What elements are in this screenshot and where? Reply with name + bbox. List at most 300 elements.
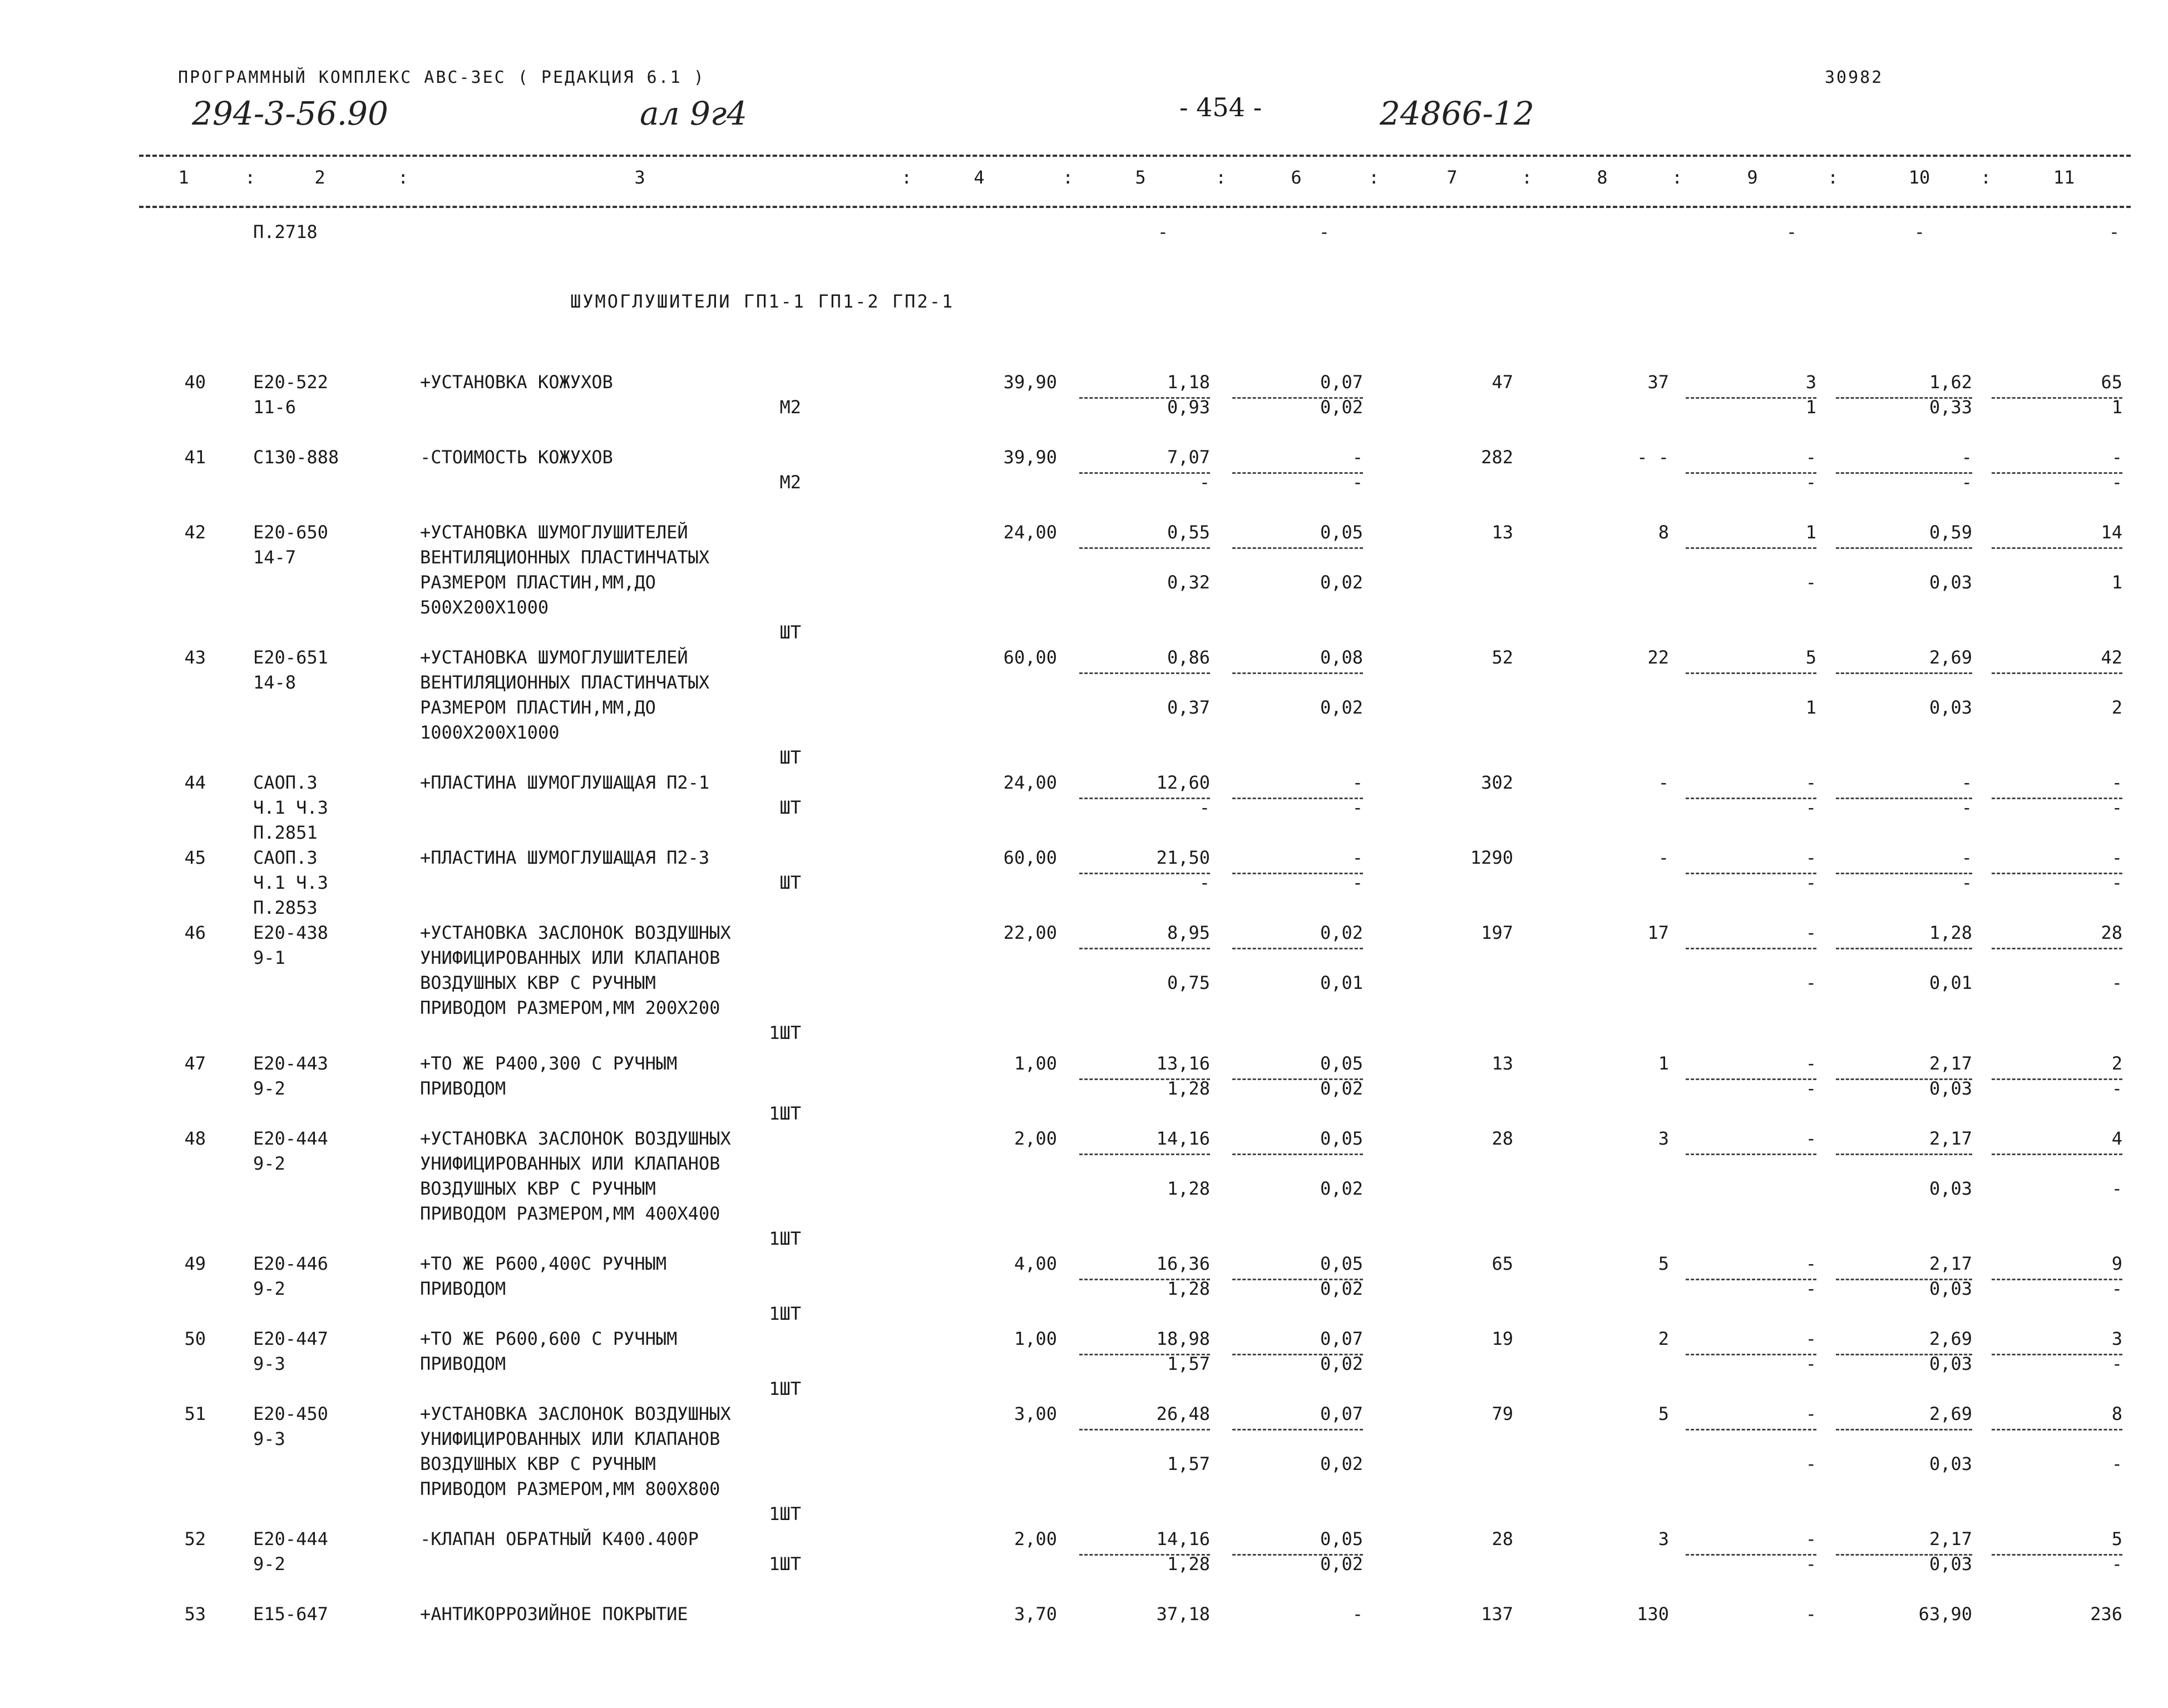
value-c6: 0,07 xyxy=(1320,1403,1363,1424)
subvalue-c11: - xyxy=(2111,1553,2122,1575)
unit-of-measure: 1ШТ xyxy=(769,1022,801,1043)
value-c9: 1 xyxy=(1805,522,1816,543)
value-c7: 13 xyxy=(1492,1053,1513,1074)
work-description: ВЕНТИЛЯЦИОННЫХ ПЛАСТИНЧАТЫХ xyxy=(420,672,710,693)
subtotal-rule xyxy=(1836,547,1972,549)
value-c4: 4,00 xyxy=(1014,1253,1057,1274)
unit-of-measure: ШТ xyxy=(779,797,801,818)
row-number: 51 xyxy=(184,1403,206,1424)
subvalue-c6: - xyxy=(1352,472,1363,493)
rate-code: Е20-444 xyxy=(253,1528,328,1549)
value-c6: 0,05 xyxy=(1320,1128,1363,1149)
value-c5: 16,36 xyxy=(1156,1253,1210,1274)
unit-of-measure: М2 xyxy=(779,472,801,493)
handwritten-doc-id: 24866-12 xyxy=(1380,95,1534,132)
value-c4: 60,00 xyxy=(1003,847,1057,868)
subvalue-c11: - xyxy=(2111,797,2122,818)
work-description: РАЗМЕРОМ ПЛАСТИН,ММ,ДО xyxy=(420,572,656,593)
rate-code: 9-1 xyxy=(253,947,285,968)
subvalue-c9: - xyxy=(1805,972,1816,993)
value-c6: 0,05 xyxy=(1320,1053,1363,1074)
subtotal-rule xyxy=(1836,1429,1972,1430)
subtotal-rule xyxy=(1992,948,2122,949)
value-c6: 0,05 xyxy=(1320,1253,1363,1274)
work-description: УНИФИЦИРОВАННЫХ ИЛИ КЛАПАНОВ xyxy=(420,1428,720,1449)
value-c11: 14 xyxy=(2101,522,2122,543)
work-description: +УСТАНОВКА ЗАСЛОНОК ВОЗДУШНЫХ xyxy=(420,922,731,943)
value-c4: 24,00 xyxy=(1003,522,1057,543)
subvalue-c9: - xyxy=(1805,572,1816,593)
rate-code: САОП.3 xyxy=(253,847,318,868)
rate-code: 11-6 xyxy=(253,397,297,418)
value-c7: 13 xyxy=(1492,522,1513,543)
value-c11: - xyxy=(2111,447,2122,468)
value-c11: 28 xyxy=(2101,922,2122,943)
subvalue-c6: 0,02 xyxy=(1320,1178,1363,1199)
value-c11: 4 xyxy=(2111,1128,2122,1149)
value-c9: - xyxy=(1805,1128,1816,1149)
rate-code: П.2851 xyxy=(253,822,318,843)
subtotal-rule xyxy=(1079,547,1210,549)
subvalue-c10: - xyxy=(1961,472,1972,493)
value-c6: 0,05 xyxy=(1320,522,1363,543)
subvalue-c10: - xyxy=(1961,797,1972,818)
row-number: 53 xyxy=(184,1603,206,1625)
subvalue-c10: 0,03 xyxy=(1929,1178,1972,1199)
value-c9: - xyxy=(1805,1328,1816,1349)
subvalue-c10: 0,03 xyxy=(1929,1278,1972,1299)
subvalue-c6: 0,01 xyxy=(1320,972,1363,993)
column-separator: : xyxy=(1828,167,1839,188)
column-number: 4 xyxy=(974,167,985,188)
value-c6: 0,08 xyxy=(1320,647,1363,668)
value-c5: 14,16 xyxy=(1156,1528,1210,1549)
value-c5: 0,86 xyxy=(1167,647,1210,668)
subtotal-rule xyxy=(1232,547,1363,549)
value-c11: 9 xyxy=(2111,1253,2122,1274)
subvalue-c9: - xyxy=(1805,1278,1816,1299)
rate-code: Е20-450 xyxy=(253,1403,328,1424)
work-description: +УСТАНОВКА ШУМОГЛУШИТЕЛЕЙ xyxy=(420,522,688,543)
value-c7: 1290 xyxy=(1470,847,1513,868)
rate-code: Е20-444 xyxy=(253,1128,328,1149)
value-c10: 1,62 xyxy=(1929,372,1972,393)
row-number: 41 xyxy=(184,447,206,468)
value-c6: - xyxy=(1352,772,1363,793)
rate-code: САОП.3 xyxy=(253,772,318,793)
value-c4: 22,00 xyxy=(1003,922,1057,943)
row-number: 48 xyxy=(184,1128,206,1149)
value-c6: - xyxy=(1352,847,1363,868)
subvalue-c5: 0,93 xyxy=(1167,397,1210,418)
value-c10: 2,17 xyxy=(1929,1128,1972,1149)
value-c6: 0,05 xyxy=(1320,1528,1363,1549)
value-c11: - xyxy=(2111,772,2122,793)
rate-code: 9-2 xyxy=(253,1553,285,1575)
work-description: ПРИВОДОМ РАЗМЕРОМ,ММ 200Х200 xyxy=(420,997,720,1018)
row-number: 50 xyxy=(184,1328,206,1349)
rate-code: Е20-522 xyxy=(253,372,328,393)
subtotal-rule xyxy=(1836,948,1972,949)
value-c11: 5 xyxy=(2111,1528,2122,1549)
subvalue-c9: - xyxy=(1805,1453,1816,1474)
value-c9: - xyxy=(1805,1528,1816,1549)
subtotal-rule xyxy=(1232,1429,1363,1430)
subvalue-c10: 0,03 xyxy=(1929,1078,1972,1099)
value-c5: 0,55 xyxy=(1167,522,1210,543)
value-c5: 14,16 xyxy=(1156,1128,1210,1149)
column-separator: : xyxy=(1981,167,1992,188)
subvalue-c10: 0,03 xyxy=(1929,572,1972,593)
row-number: 42 xyxy=(184,522,206,543)
value-c10: - xyxy=(1961,847,1972,868)
rate-code: Е20-443 xyxy=(253,1053,328,1074)
subvalue-c11: - xyxy=(2111,872,2122,893)
subtotal-rule xyxy=(1686,948,1816,949)
value-c9: - xyxy=(1805,447,1816,468)
subvalue-c10: 0,03 xyxy=(1929,1453,1972,1474)
subtotal-rule xyxy=(1079,672,1210,674)
fragment-c10: - xyxy=(1914,221,1925,242)
row-number: 44 xyxy=(184,772,206,793)
rate-code: 9-2 xyxy=(253,1278,285,1299)
subvalue-c6: 0,02 xyxy=(1320,1078,1363,1099)
work-description: 1000Х200Х1000 xyxy=(420,722,560,743)
unit-of-measure: ШТ xyxy=(779,747,801,768)
value-c8: - xyxy=(1658,772,1669,793)
subtotal-rule xyxy=(1232,1153,1363,1155)
subvalue-c5: - xyxy=(1199,872,1210,893)
value-c9: - xyxy=(1805,772,1816,793)
value-c9: 5 xyxy=(1805,647,1816,668)
value-c10: 2,17 xyxy=(1929,1528,1972,1549)
value-c10: 2,69 xyxy=(1929,1403,1972,1424)
rate-code: Е15-647 xyxy=(253,1603,328,1625)
value-c4: 1,00 xyxy=(1014,1053,1057,1074)
row-number: 40 xyxy=(184,372,206,393)
value-c6: - xyxy=(1352,1603,1363,1625)
subvalue-c6: 0,02 xyxy=(1320,1353,1363,1374)
column-number: 9 xyxy=(1747,167,1758,188)
value-c5: 7,07 xyxy=(1167,447,1210,468)
value-c6: 0,07 xyxy=(1320,372,1363,393)
work-description: ПРИВОДОМ xyxy=(420,1353,506,1374)
subtotal-rule xyxy=(1232,672,1363,674)
doc-number: 30982 xyxy=(1825,68,1884,87)
subvalue-c6: 0,02 xyxy=(1320,1553,1363,1575)
work-description: ВЕНТИЛЯЦИОННЫХ ПЛАСТИНЧАТЫХ xyxy=(420,547,710,568)
subvalue-c6: 0,02 xyxy=(1320,572,1363,593)
value-c7: 79 xyxy=(1492,1403,1513,1424)
value-c8: 1 xyxy=(1658,1053,1669,1074)
value-c10: 2,17 xyxy=(1929,1253,1972,1274)
fragment-c5: - xyxy=(1157,221,1168,242)
row-number: 52 xyxy=(184,1528,206,1549)
value-c11: 3 xyxy=(2111,1328,2122,1349)
column-number: 3 xyxy=(634,167,645,188)
subtotal-rule xyxy=(1992,672,2122,674)
value-c7: 19 xyxy=(1492,1328,1513,1349)
value-c7: 197 xyxy=(1481,922,1513,943)
value-c8: 2 xyxy=(1658,1328,1669,1349)
section-title: ШУМОГЛУШИТЕЛИ ГП1-1 ГП1-2 ГП2-1 xyxy=(570,291,955,312)
rate-code: Е20-650 xyxy=(253,522,328,543)
value-c11: 42 xyxy=(2101,647,2122,668)
subvalue-c9: - xyxy=(1805,1553,1816,1575)
value-c5: 1,18 xyxy=(1167,372,1210,393)
subvalue-c11: - xyxy=(2111,1078,2122,1099)
rate-code: Ч.1 Ч.3 xyxy=(253,797,328,818)
work-description: ВОЗДУШНЫХ КВР С РУЧНЫМ xyxy=(420,1453,656,1474)
value-c4: 3,00 xyxy=(1014,1403,1057,1424)
value-c10: 0,59 xyxy=(1929,522,1972,543)
column-separator: : xyxy=(1522,167,1533,188)
value-c8: - xyxy=(1658,847,1669,868)
rate-code: Е20-438 xyxy=(253,922,328,943)
column-number: 7 xyxy=(1446,167,1458,188)
unit-of-measure: М2 xyxy=(779,397,801,418)
column-number: 5 xyxy=(1135,167,1146,188)
rate-code: С130-888 xyxy=(253,447,339,468)
row-number: 43 xyxy=(184,647,206,668)
value-c7: 52 xyxy=(1492,647,1513,668)
rate-code: Е20-447 xyxy=(253,1328,328,1349)
subtotal-rule xyxy=(1686,1429,1816,1430)
subvalue-c9: 1 xyxy=(1805,697,1816,718)
value-c9: 3 xyxy=(1805,372,1816,393)
subvalue-c5: 1,28 xyxy=(1167,1278,1210,1299)
header-rule-top xyxy=(139,155,2131,157)
value-c4: 39,90 xyxy=(1003,372,1057,393)
work-description: РАЗМЕРОМ ПЛАСТИН,ММ,ДО xyxy=(420,697,656,718)
value-c4: 2,00 xyxy=(1014,1528,1057,1549)
header-rule-bottom xyxy=(139,206,2131,208)
subvalue-c11: - xyxy=(2111,1453,2122,1474)
row-number: 46 xyxy=(184,922,206,943)
subvalue-c6: - xyxy=(1352,797,1363,818)
value-c8: 17 xyxy=(1647,922,1669,943)
value-c9: - xyxy=(1805,1053,1816,1074)
rate-code: 9-2 xyxy=(253,1078,285,1099)
value-c5: 37,18 xyxy=(1156,1603,1210,1625)
value-c9: - xyxy=(1805,1603,1816,1625)
subtotal-rule xyxy=(1686,672,1816,674)
subvalue-c6: - xyxy=(1352,872,1363,893)
value-c8: 130 xyxy=(1637,1603,1669,1625)
value-c5: 21,50 xyxy=(1156,847,1210,868)
value-c5: 26,48 xyxy=(1156,1403,1210,1424)
rate-code: Е20-651 xyxy=(253,647,328,668)
value-c7: 302 xyxy=(1481,772,1513,793)
work-description: +ТО ЖЕ Р400,300 С РУЧНЫМ xyxy=(420,1053,678,1074)
work-description: УНИФИЦИРОВАННЫХ ИЛИ КЛАПАНОВ xyxy=(420,947,720,968)
value-c10: 1,28 xyxy=(1929,922,1972,943)
column-number: 11 xyxy=(2053,167,2075,188)
program-header: ПРОГРАММНЫЙ КОМПЛЕКС АВС-ЗЕС ( РЕДАКЦИЯ 6.1 ) xyxy=(178,68,705,87)
fragment-c6: - xyxy=(1318,221,1330,242)
value-c10: - xyxy=(1961,447,1972,468)
value-c6: 0,02 xyxy=(1320,922,1363,943)
value-c10: 2,17 xyxy=(1929,1053,1972,1074)
handwritten-project-code: 294-3-56.90 xyxy=(192,95,388,132)
subvalue-c10: 0,03 xyxy=(1929,1553,1972,1575)
column-number: 1 xyxy=(178,167,189,188)
value-c10: - xyxy=(1961,772,1972,793)
rate-code: 14-7 xyxy=(253,547,297,568)
value-c6: 0,07 xyxy=(1320,1328,1363,1349)
subtotal-rule xyxy=(1079,1429,1210,1430)
subvalue-c10: - xyxy=(1961,872,1972,893)
subvalue-c9: - xyxy=(1805,1078,1816,1099)
value-c8: 8 xyxy=(1658,522,1669,543)
fragment-c9: - xyxy=(1786,221,1797,242)
column-separator: : xyxy=(901,167,912,188)
value-c8: 3 xyxy=(1658,1128,1669,1149)
page-number: - 454 - xyxy=(1179,92,1262,122)
value-c4: 24,00 xyxy=(1003,772,1057,793)
value-c5: 8,95 xyxy=(1167,922,1210,943)
subtotal-rule xyxy=(1836,672,1972,674)
column-separator: : xyxy=(1216,167,1227,188)
rate-code: 9-3 xyxy=(253,1428,285,1449)
column-number: 10 xyxy=(1908,167,1930,188)
unit-of-measure: 1ШТ xyxy=(769,1228,801,1249)
value-c4: 3,70 xyxy=(1014,1603,1057,1625)
subtotal-rule xyxy=(1079,1153,1210,1155)
work-description: 500Х200Х1000 xyxy=(420,597,549,618)
subvalue-c11: - xyxy=(2111,972,2122,993)
value-c11: 65 xyxy=(2101,372,2122,393)
rate-code: Ч.1 Ч.3 xyxy=(253,872,328,893)
subvalue-c5: 0,32 xyxy=(1167,572,1210,593)
subvalue-c11: 1 xyxy=(2111,397,2122,418)
subvalue-c6: 0,02 xyxy=(1320,1278,1363,1299)
value-c11: 236 xyxy=(2090,1603,2122,1625)
work-description: ВОЗДУШНЫХ КВР С РУЧНЫМ xyxy=(420,972,656,993)
rate-code: 9-3 xyxy=(253,1353,285,1374)
subvalue-c9: 1 xyxy=(1805,397,1816,418)
row-number: 49 xyxy=(184,1253,206,1274)
subtotal-rule xyxy=(1992,1153,2122,1155)
subvalue-c9: - xyxy=(1805,797,1816,818)
work-description: -СТОИМОСТЬ КОЖУХОВ xyxy=(420,447,613,468)
subvalue-c6: 0,02 xyxy=(1320,1453,1363,1474)
column-separator: : xyxy=(398,167,409,188)
work-description: ПРИВОДОМ xyxy=(420,1278,506,1299)
value-c8: 5 xyxy=(1658,1403,1669,1424)
subvalue-c10: 0,33 xyxy=(1929,397,1972,418)
value-c9: - xyxy=(1805,847,1816,868)
value-c9: - xyxy=(1805,1403,1816,1424)
work-description: -КЛАПАН ОБРАТНЫЙ К400.400Р xyxy=(420,1528,699,1549)
subtotal-rule xyxy=(1232,948,1363,949)
value-c8: 37 xyxy=(1647,372,1669,393)
work-description: УНИФИЦИРОВАННЫХ ИЛИ КЛАПАНОВ xyxy=(420,1153,720,1174)
subvalue-c10: 0,03 xyxy=(1929,697,1972,718)
work-description: +ТО ЖЕ Р600,600 С РУЧНЫМ xyxy=(420,1328,678,1349)
value-c8: 5 xyxy=(1658,1253,1669,1274)
subvalue-c11: - xyxy=(2111,1353,2122,1374)
subvalue-c11: 1 xyxy=(2111,572,2122,593)
subvalue-c10: 0,03 xyxy=(1929,1353,1972,1374)
value-c7: 28 xyxy=(1492,1128,1513,1149)
unit-of-measure: 1ШТ xyxy=(769,1503,801,1524)
subtotal-rule xyxy=(1686,547,1816,549)
value-c10: 2,69 xyxy=(1929,1328,1972,1349)
rate-code: 14-8 xyxy=(253,672,297,693)
subvalue-c11: - xyxy=(2111,1278,2122,1299)
subvalue-c5: 0,75 xyxy=(1167,972,1210,993)
subvalue-c5: 1,57 xyxy=(1167,1453,1210,1474)
subvalue-c5: 1,28 xyxy=(1167,1553,1210,1575)
work-description: +ПЛАСТИНА ШУМОГЛУШАЩАЯ П2-3 xyxy=(420,847,710,868)
column-separator: : xyxy=(1672,167,1683,188)
value-c5: 18,98 xyxy=(1156,1328,1210,1349)
value-c4: 39,90 xyxy=(1003,447,1057,468)
value-c5: 13,16 xyxy=(1156,1053,1210,1074)
value-c7: 137 xyxy=(1481,1603,1513,1625)
rate-code: 9-2 xyxy=(253,1153,285,1174)
work-description: ВОЗДУШНЫХ КВР С РУЧНЫМ xyxy=(420,1178,656,1199)
value-c9: - xyxy=(1805,922,1816,943)
value-c9: - xyxy=(1805,1253,1816,1274)
column-separator: : xyxy=(245,167,256,188)
subtotal-rule xyxy=(1992,547,2122,549)
value-c4: 2,00 xyxy=(1014,1128,1057,1149)
column-separator: : xyxy=(1369,167,1380,188)
work-description: +УСТАНОВКА ЗАСЛОНОК ВОЗДУШНЫХ xyxy=(420,1403,731,1424)
unit-of-measure: 1ШТ xyxy=(769,1103,801,1124)
subtotal-rule xyxy=(1992,1429,2122,1430)
rate-code: Е20-446 xyxy=(253,1253,328,1274)
subvalue-c6: 0,02 xyxy=(1320,697,1363,718)
unit-of-measure: 1ШТ xyxy=(769,1378,801,1399)
work-description: +ПЛАСТИНА ШУМОГЛУШАЩАЯ П2-1 xyxy=(420,772,710,793)
subvalue-c9: - xyxy=(1805,1353,1816,1374)
value-c7: 28 xyxy=(1492,1528,1513,1549)
subvalue-c10: 0,01 xyxy=(1929,972,1972,993)
value-c10: 2,69 xyxy=(1929,647,1972,668)
value-c5: 12,60 xyxy=(1156,772,1210,793)
value-c10: 63,90 xyxy=(1918,1603,1972,1625)
value-c11: 8 xyxy=(2111,1403,2122,1424)
work-description: +УСТАНОВКА ШУМОГЛУШИТЕЛЕЙ xyxy=(420,647,688,668)
work-description: +АНТИКОРРОЗИЙНОЕ ПОКРЫТИЕ xyxy=(420,1603,688,1625)
work-description: ПРИВОДОМ xyxy=(420,1078,506,1099)
work-description: +ТО ЖЕ Р600,400С РУЧНЫМ xyxy=(420,1253,667,1274)
column-separator: : xyxy=(1063,167,1074,188)
value-c7: 65 xyxy=(1492,1253,1513,1274)
subvalue-c5: 1,28 xyxy=(1167,1078,1210,1099)
work-description: ПРИВОДОМ РАЗМЕРОМ,ММ 800Х800 xyxy=(420,1478,720,1499)
value-c4: 1,00 xyxy=(1014,1328,1057,1349)
subtotal-rule xyxy=(1686,1153,1816,1155)
subvalue-c5: 1,57 xyxy=(1167,1353,1210,1374)
value-c4: 60,00 xyxy=(1003,647,1057,668)
subvalue-c11: - xyxy=(2111,472,2122,493)
subvalue-c5: 1,28 xyxy=(1167,1178,1210,1199)
column-number: 8 xyxy=(1597,167,1608,188)
subvalue-c9: - xyxy=(1805,472,1816,493)
value-c11: 2 xyxy=(2111,1053,2122,1074)
work-description: ПРИВОДОМ РАЗМЕРОМ,ММ 400Х400 xyxy=(420,1203,720,1224)
value-c7: 47 xyxy=(1492,372,1513,393)
value-c11: - xyxy=(2111,847,2122,868)
value-c8: 3 xyxy=(1658,1528,1669,1549)
value-c6: - xyxy=(1352,447,1363,468)
work-description: +УСТАНОВКА ЗАСЛОНОК ВОЗДУШНЫХ xyxy=(420,1128,731,1149)
handwritten-album: ал 9г4 xyxy=(640,95,748,132)
